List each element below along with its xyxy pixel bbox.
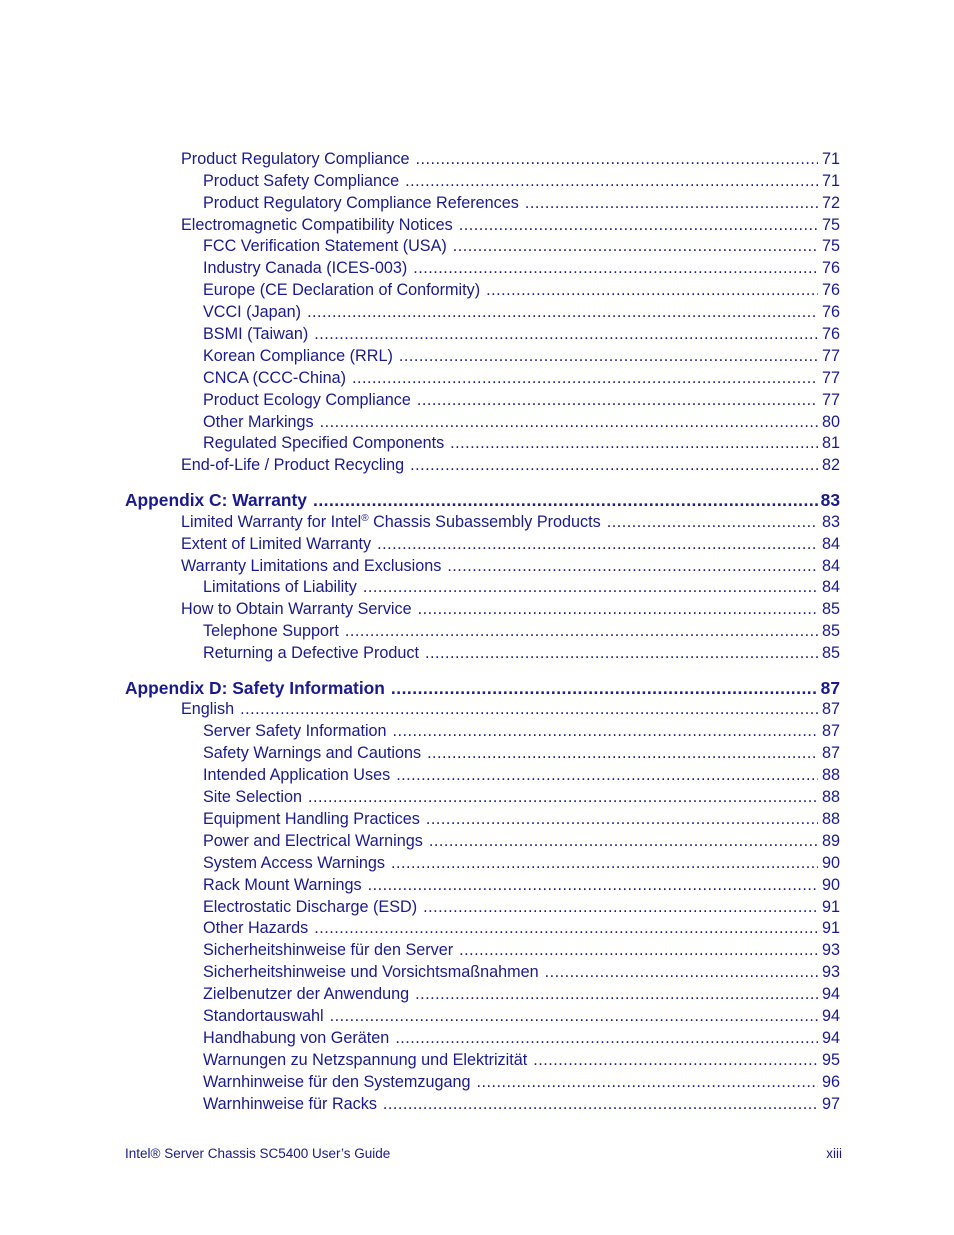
toc-entry-label: FCC Verification Statement (USA) (203, 237, 447, 256)
toc-entry-page: 84 (821, 556, 840, 575)
toc-entry[interactable] (0, 785, 840, 807)
toc-leader-dots (486, 280, 818, 300)
toc-entry-page: 91 (821, 919, 840, 938)
toc-entry-label: Appendix C: Warranty (125, 489, 307, 510)
toc-leader-dots (415, 984, 818, 1004)
toc-entry-page: 75 (821, 215, 840, 234)
toc-entry[interactable] (0, 851, 840, 873)
toc-leader-dots (426, 809, 818, 829)
toc-entry[interactable] (0, 169, 840, 191)
toc-entry-label: Extent of Limited Warranty (181, 534, 372, 553)
toc-entry[interactable] (0, 410, 840, 432)
toc-entry[interactable] (0, 1070, 840, 1092)
toc-list (0, 147, 840, 1114)
toc-entry-label: Product Safety Compliance (203, 171, 400, 190)
toc-entry-label: Sicherheitshinweise für den Server (203, 941, 454, 960)
toc-entry-label: Europe (CE Declaration of Conformity) (203, 281, 481, 300)
toc-entry-label: Warnhinweise für Racks (203, 1094, 377, 1113)
toc-leader-dots (383, 1094, 818, 1114)
toc-entry-label: Server Safety Information (203, 722, 387, 741)
toc-entry-page: 82 (821, 456, 840, 475)
toc-leader-dots (320, 412, 818, 432)
toc-entry-label: BSMI (Taiwan) (203, 325, 309, 344)
footer-page-number: xiii (826, 1146, 842, 1161)
toc-leader-dots (314, 918, 818, 938)
toc-entry-page: 72 (821, 193, 840, 212)
toc-entry[interactable] (0, 532, 840, 554)
toc-leader-dots (459, 215, 818, 235)
toc-entry-label: End-of-Life / Product Recycling (181, 456, 405, 475)
toc-entry-page: 89 (821, 831, 840, 850)
toc-entry-page: 87 (821, 744, 840, 763)
toc-leader-dots (425, 643, 818, 663)
toc-leader-dots (607, 512, 818, 532)
table-of-contents (0, 147, 954, 1114)
toc-entry-page: 83 (821, 512, 840, 531)
toc-entry-label: Zielbenutzer der Anwendung (203, 985, 410, 1004)
toc-entry[interactable] (0, 278, 840, 300)
toc-leader-dots (330, 1006, 818, 1026)
toc-entry-label: Rack Mount Warnings (203, 875, 362, 894)
toc-leader-dots (525, 193, 818, 213)
toc-entry-label: Safety Warnings and Cautions (203, 744, 422, 763)
toc-leader-dots (399, 346, 818, 366)
toc-entry[interactable] (0, 1092, 840, 1114)
toc-entry-label: English (181, 700, 235, 719)
toc-entry-page: 71 (821, 149, 840, 168)
toc-entry-label: Telephone Support (203, 622, 339, 641)
toc-entry-page: 77 (821, 346, 840, 365)
toc-leader-dots (396, 765, 818, 785)
toc-entry-label: Other Markings (203, 412, 314, 431)
toc-leader-dots (308, 787, 818, 807)
toc-leader-dots (477, 1072, 818, 1092)
toc-leader-dots (450, 433, 818, 453)
toc-entry-page: 91 (821, 897, 840, 916)
toc-entry[interactable] (0, 366, 840, 388)
toc-entry[interactable] (0, 1004, 840, 1026)
toc-entry-page: 87 (821, 700, 840, 719)
toc-leader-dots (429, 831, 818, 851)
toc-entry[interactable] (0, 641, 840, 663)
toc-entry-page: 80 (821, 412, 840, 431)
toc-leader-dots (453, 236, 818, 256)
toc-entry[interactable] (0, 597, 840, 619)
page-footer (125, 1146, 842, 1161)
toc-leader-dots (405, 171, 818, 191)
toc-entry[interactable] (0, 576, 840, 598)
toc-entry-label: Other Hazards (203, 919, 309, 938)
toc-entry-label: System Access Warnings (203, 853, 386, 872)
toc-leader-dots (427, 743, 818, 763)
toc-entry[interactable] (0, 807, 840, 829)
toc-entry[interactable] (0, 432, 840, 454)
toc-entry-page: 94 (821, 985, 840, 1004)
toc-entry-page: 93 (821, 941, 840, 960)
toc-entry-label: Power and Electrical Warnings (203, 831, 423, 850)
toc-entry-page: 95 (821, 1050, 840, 1069)
toc-leader-dots (393, 721, 818, 741)
toc-entry[interactable] (0, 344, 840, 366)
toc-entry-label: How to Obtain Warranty Service (181, 600, 412, 619)
toc-entry[interactable] (0, 938, 840, 960)
toc-entry-label: Warnungen zu Netzspannung und Elektrizität (203, 1050, 528, 1069)
toc-leader-dots (447, 556, 818, 576)
toc-entry-label: Sicherheitshinweise und Vorsichtsmaßnahmen (203, 963, 539, 982)
toc-entry-page: 88 (821, 809, 840, 828)
toc-entry-label: Appendix D: Safety Information (125, 677, 385, 698)
toc-entry-label: CNCA (CCC-China) (203, 368, 347, 387)
toc-entry-page: 76 (821, 259, 840, 278)
toc-entry[interactable] (0, 147, 840, 169)
toc-entry-page: 90 (821, 853, 840, 872)
toc-entry[interactable] (0, 510, 840, 532)
toc-entry[interactable] (0, 895, 840, 917)
toc-entry-page: 85 (821, 644, 840, 663)
toc-entry-page: 88 (821, 788, 840, 807)
toc-entry-page: 77 (821, 368, 840, 387)
toc-appendix-entry[interactable] (0, 487, 840, 510)
toc-entry[interactable] (0, 1048, 840, 1070)
toc-entry-page: 85 (821, 600, 840, 619)
toc-leader-dots (423, 897, 818, 917)
toc-entry[interactable] (0, 829, 840, 851)
toc-leader-dots (413, 258, 818, 278)
toc-entry-label: Electromagnetic Compatibility Notices (181, 215, 453, 234)
toc-entry-page: 87 (820, 677, 840, 698)
toc-entry[interactable] (0, 741, 840, 763)
toc-entry-page: 81 (821, 434, 840, 453)
toc-leader-dots (345, 621, 818, 641)
toc-entry-label: Korean Compliance (RRL) (203, 346, 393, 365)
toc-leader-dots (377, 534, 818, 554)
toc-entry[interactable] (0, 873, 840, 895)
toc-entry-label: Limitations of Liability (203, 578, 357, 597)
toc-entry-page: 88 (821, 766, 840, 785)
toc-appendix-entry[interactable] (0, 675, 840, 698)
toc-entry-label: VCCI (Japan) (203, 303, 302, 322)
toc-entry-page: 90 (821, 875, 840, 894)
toc-entry[interactable] (0, 213, 840, 235)
toc-entry[interactable] (0, 763, 840, 785)
footer-title: Intel® Server Chassis SC5400 User’s Guide (125, 1146, 391, 1161)
toc-entry[interactable] (0, 698, 840, 720)
toc-entry[interactable] (0, 917, 840, 939)
toc-entry-page: 83 (820, 489, 840, 510)
toc-entry-label: Handhabung von Geräten (203, 1028, 390, 1047)
toc-entry[interactable] (0, 719, 840, 741)
toc-entry[interactable] (0, 300, 840, 322)
toc-leader-dots (418, 599, 818, 619)
toc-entry-page: 76 (821, 281, 840, 300)
toc-entry[interactable] (0, 1026, 840, 1048)
toc-entry-label: Product Ecology Compliance (203, 390, 411, 409)
toc-entry-label: Returning a Defective Product (203, 644, 419, 663)
toc-entry-page: 85 (821, 622, 840, 641)
toc-entry-label: Limited Warranty for Intel® Chassis Subassembly Products (181, 512, 601, 531)
toc-leader-dots (368, 875, 818, 895)
toc-leader-dots (533, 1050, 818, 1070)
toc-entry[interactable] (0, 960, 840, 982)
toc-entry[interactable] (0, 235, 840, 257)
toc-leader-dots (391, 853, 818, 873)
toc-entry-label: Equipment Handling Practices (203, 809, 420, 828)
toc-entry-label: Regulated Specified Components (203, 434, 445, 453)
toc-entry-page: 93 (821, 963, 840, 982)
toc-entry-label: Intended Application Uses (203, 766, 391, 785)
toc-entry-page: 84 (821, 578, 840, 597)
toc-entry-page: 75 (821, 237, 840, 256)
toc-entry-label: Product Regulatory Compliance References (203, 193, 519, 212)
toc-leader-dots (314, 324, 818, 344)
toc-entry-label: Warnhinweise für den Systemzugang (203, 1072, 471, 1091)
toc-leader-dots (363, 577, 818, 597)
toc-leader-dots (417, 390, 818, 410)
toc-leader-dots (307, 302, 818, 322)
toc-entry-page: 71 (821, 171, 840, 190)
toc-entry-page: 94 (821, 1006, 840, 1025)
toc-entry-page: 84 (821, 534, 840, 553)
toc-leader-dots (395, 1028, 818, 1048)
toc-entry-page: 97 (821, 1094, 840, 1113)
toc-leader-dots (459, 940, 818, 960)
toc-entry-page: 94 (821, 1028, 840, 1047)
toc-leader-dots (410, 455, 818, 475)
toc-leader-dots (416, 149, 818, 169)
toc-entry[interactable] (0, 453, 840, 475)
toc-entry[interactable] (0, 388, 840, 410)
toc-entry-label: Product Regulatory Compliance (181, 149, 410, 168)
toc-leader-dots (313, 490, 818, 510)
toc-entry-label: Standortauswahl (203, 1006, 324, 1025)
toc-leader-dots (352, 368, 818, 388)
toc-entry[interactable] (0, 554, 840, 576)
toc-entry-page: 77 (821, 390, 840, 409)
toc-entry-label: Site Selection (203, 788, 302, 807)
toc-entry-page: 87 (821, 722, 840, 741)
toc-entry[interactable] (0, 619, 840, 641)
toc-leader-dots (391, 678, 818, 698)
toc-entry[interactable] (0, 982, 840, 1004)
toc-entry-label: Electrostatic Discharge (ESD) (203, 897, 418, 916)
toc-entry-page: 96 (821, 1072, 840, 1091)
toc-entry[interactable] (0, 256, 840, 278)
toc-entry-label: Industry Canada (ICES-003) (203, 259, 408, 278)
toc-leader-dots (240, 699, 818, 719)
toc-entry-label: Warranty Limitations and Exclusions (181, 556, 442, 575)
toc-entry-page: 76 (821, 303, 840, 322)
toc-entry[interactable] (0, 191, 840, 213)
toc-entry[interactable] (0, 322, 840, 344)
toc-leader-dots (545, 962, 818, 982)
toc-entry-page: 76 (821, 325, 840, 344)
